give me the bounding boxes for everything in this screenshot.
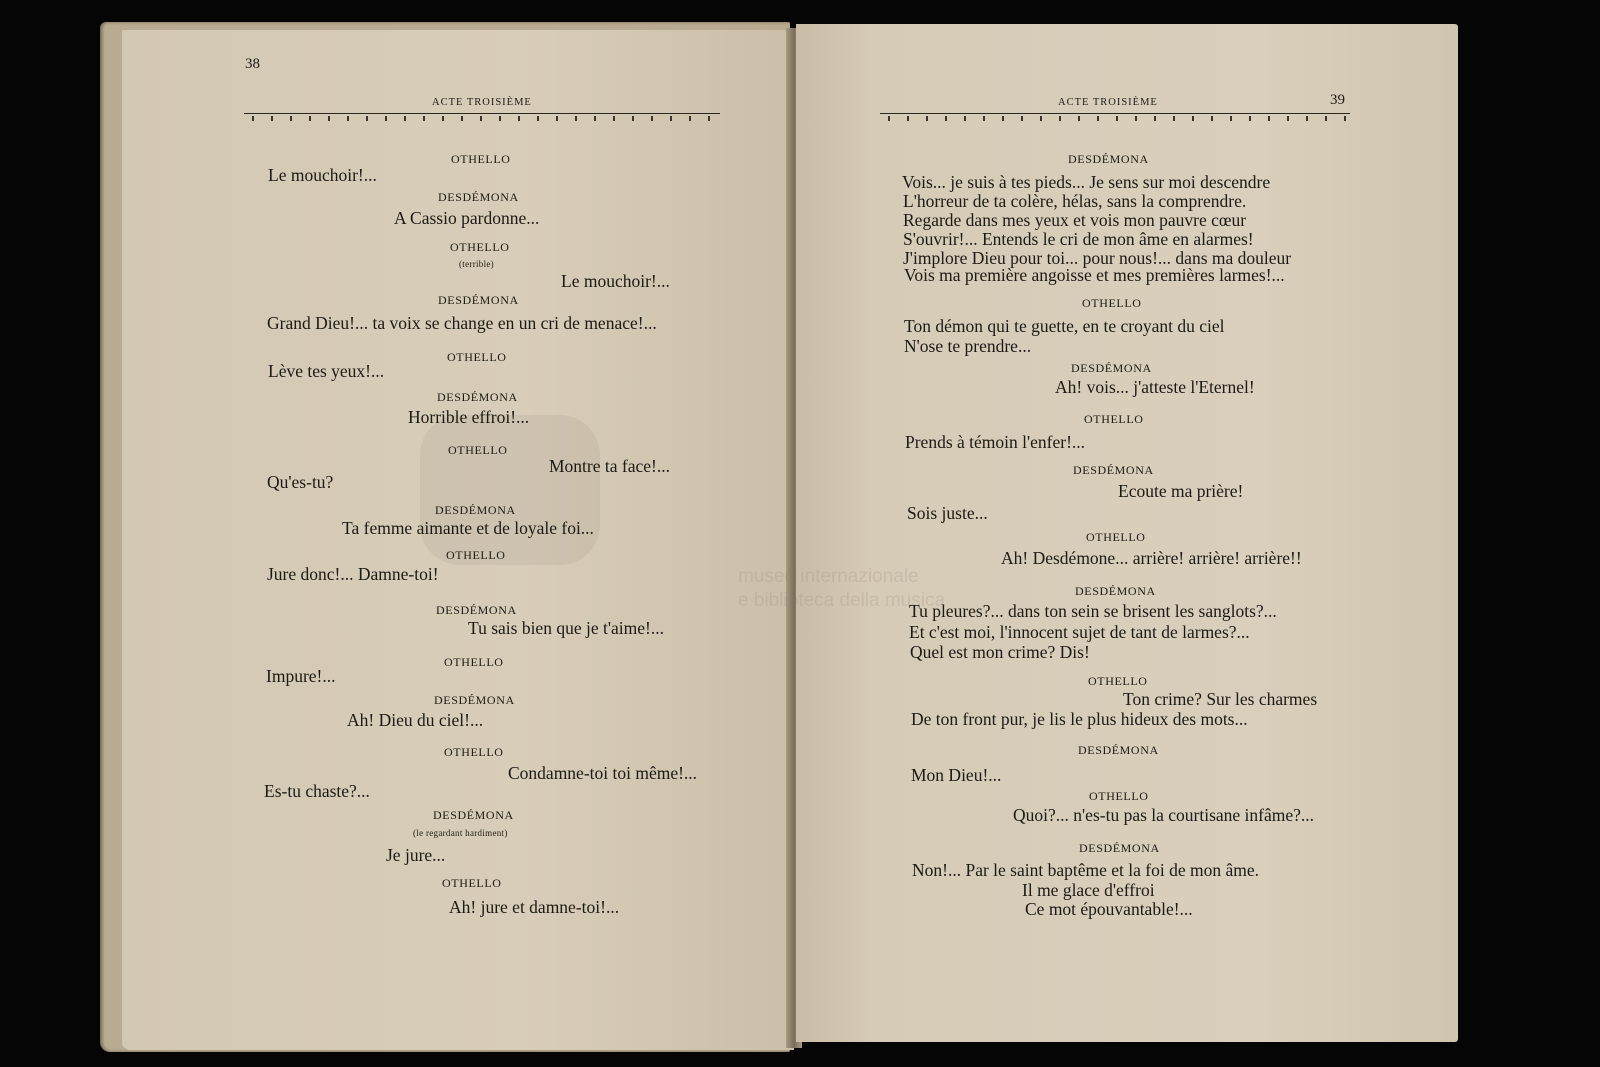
verse-line: Sois juste... xyxy=(907,503,988,523)
speaker-name: DESDÉMONA xyxy=(1078,743,1159,757)
verse-line: Impure!... xyxy=(266,666,336,686)
speaker-name: OTHELLO xyxy=(447,350,507,364)
verse-line: Ah! vois... j'atteste l'Eternel! xyxy=(1055,377,1255,397)
verse-line: Ah! Desdémone... arrière! arrière! arrière!! xyxy=(1001,548,1302,568)
verse-line: J'implore Dieu pour toi... pour nous!... dans ma douleur xyxy=(903,248,1292,268)
left-running-head: ACTE TROISIÈME xyxy=(432,97,532,108)
speaker-name: DESDÉMONA xyxy=(435,503,516,517)
verse-line: Qu'es-tu? xyxy=(267,472,334,492)
speaker-name: OTHELLO xyxy=(450,240,510,254)
watermark-line-2: e biblioteca della musica xyxy=(738,590,946,611)
verse-line: Je jure... xyxy=(386,845,446,865)
speaker-name: DESDÉMONA xyxy=(1075,584,1156,598)
stage-direction: (terrible) xyxy=(459,259,494,269)
verse-line: Tu pleures?... dans ton sein se brisent les sanglots?... xyxy=(909,601,1277,621)
verse-line: Regarde dans mes yeux et vois mon pauvre cœur xyxy=(903,210,1247,230)
left-page-number: 38 xyxy=(245,56,260,72)
speaker-name: DESDÉMONA xyxy=(434,693,515,707)
verse-line: Le mouchoir!... xyxy=(268,165,377,185)
speaker-name: OTHELLO xyxy=(442,876,502,890)
verse-line: A Cassio pardonne... xyxy=(394,208,540,228)
speaker-name: OTHELLO xyxy=(1082,296,1142,310)
verse-line: Ah! jure et damne-toi!... xyxy=(449,897,620,917)
verse-line: Horrible effroi!... xyxy=(408,407,530,427)
speaker-name: OTHELLO xyxy=(448,443,508,457)
verse-line: Ton crime? Sur les charmes xyxy=(1123,689,1318,709)
verse-line: Quel est mon crime? Dis! xyxy=(910,642,1090,662)
verse-line: Ah! Dieu du ciel!... xyxy=(347,710,484,730)
watermark-line-1: museo internazionale xyxy=(738,566,919,587)
verse-line: Jure donc!... Damne-toi! xyxy=(267,564,439,584)
verse-line: Non!... Par le saint baptême et la foi de mon âme. xyxy=(912,860,1259,880)
left-header-ornament xyxy=(244,113,720,126)
verse-line: Condamne-toi toi même!... xyxy=(508,763,698,783)
verse-line: Grand Dieu!... ta voix se change en un cri de menace!... xyxy=(267,313,657,333)
speaker-name: DESDÉMONA xyxy=(1073,463,1154,477)
verse-line: Lève tes yeux!... xyxy=(268,361,385,381)
watermark-logo xyxy=(420,415,600,565)
verse-line: Et c'est moi, l'innocent sujet de tant de larmes?... xyxy=(909,622,1250,642)
right-page-number: 39 xyxy=(1330,92,1345,108)
verse-line: Le mouchoir!... xyxy=(561,271,670,291)
verse-line: Es-tu chaste?... xyxy=(264,781,370,801)
speaker-name: DESDÉMONA xyxy=(433,808,514,822)
verse-line: Ton démon qui te guette, en te croyant du ciel xyxy=(904,316,1225,336)
speaker-name: OTHELLO xyxy=(451,152,511,166)
verse-line: De ton front pur, je lis le plus hideux des mots... xyxy=(911,709,1248,729)
verse-line: Ce mot épouvantable!... xyxy=(1025,899,1193,919)
verse-line: Ta femme aimante et de loyale foi... xyxy=(342,518,594,538)
speaker-name: OTHELLO xyxy=(1084,412,1144,426)
stage-direction: (le regardant hardiment) xyxy=(413,828,508,838)
verse-line: S'ouvrir!... Entends le cri de mon âme en alarmes! xyxy=(903,229,1254,249)
verse-line: Vois... je suis à tes pieds... Je sens sur moi descendre xyxy=(902,172,1271,192)
verse-line: N'ose te prendre... xyxy=(904,336,1032,356)
right-running-head: ACTE TROISIÈME xyxy=(1058,97,1158,108)
speaker-name: OTHELLO xyxy=(1086,530,1146,544)
verse-line: Tu sais bien que je t'aime!... xyxy=(468,618,664,638)
speaker-name: DESDÉMONA xyxy=(438,293,519,307)
verse-line: L'horreur de ta colère, hélas, sans la comprendre. xyxy=(903,191,1247,211)
speaker-name: DESDÉMONA xyxy=(436,603,517,617)
speaker-name: OTHELLO xyxy=(444,655,504,669)
speaker-name: OTHELLO xyxy=(446,548,506,562)
verse-line: Il me glace d'effroi xyxy=(1022,880,1155,900)
speaker-name: DESDÉMONA xyxy=(1079,841,1160,855)
verse-line: Vois ma première angoisse et mes premières larmes!... xyxy=(904,265,1285,285)
speaker-name: DESDÉMONA xyxy=(437,390,518,404)
verse-line: Prends à témoin l'enfer!... xyxy=(905,432,1086,452)
speaker-name: DESDÉMONA xyxy=(1071,361,1152,375)
speaker-name: OTHELLO xyxy=(1089,789,1149,803)
speaker-name: OTHELLO xyxy=(1088,674,1148,688)
right-header-ornament xyxy=(880,113,1350,126)
speaker-name: OTHELLO xyxy=(444,745,504,759)
verse-line: Quoi?... n'es-tu pas la courtisane infâme?... xyxy=(1013,805,1315,825)
verse-line: Montre ta face!... xyxy=(549,456,670,476)
speaker-name: DESDÉMONA xyxy=(438,190,519,204)
verse-line: Mon Dieu!... xyxy=(911,765,1002,785)
verse-line: Ecoute ma prière! xyxy=(1118,481,1244,501)
speaker-name: DESDÉMONA xyxy=(1068,152,1149,166)
